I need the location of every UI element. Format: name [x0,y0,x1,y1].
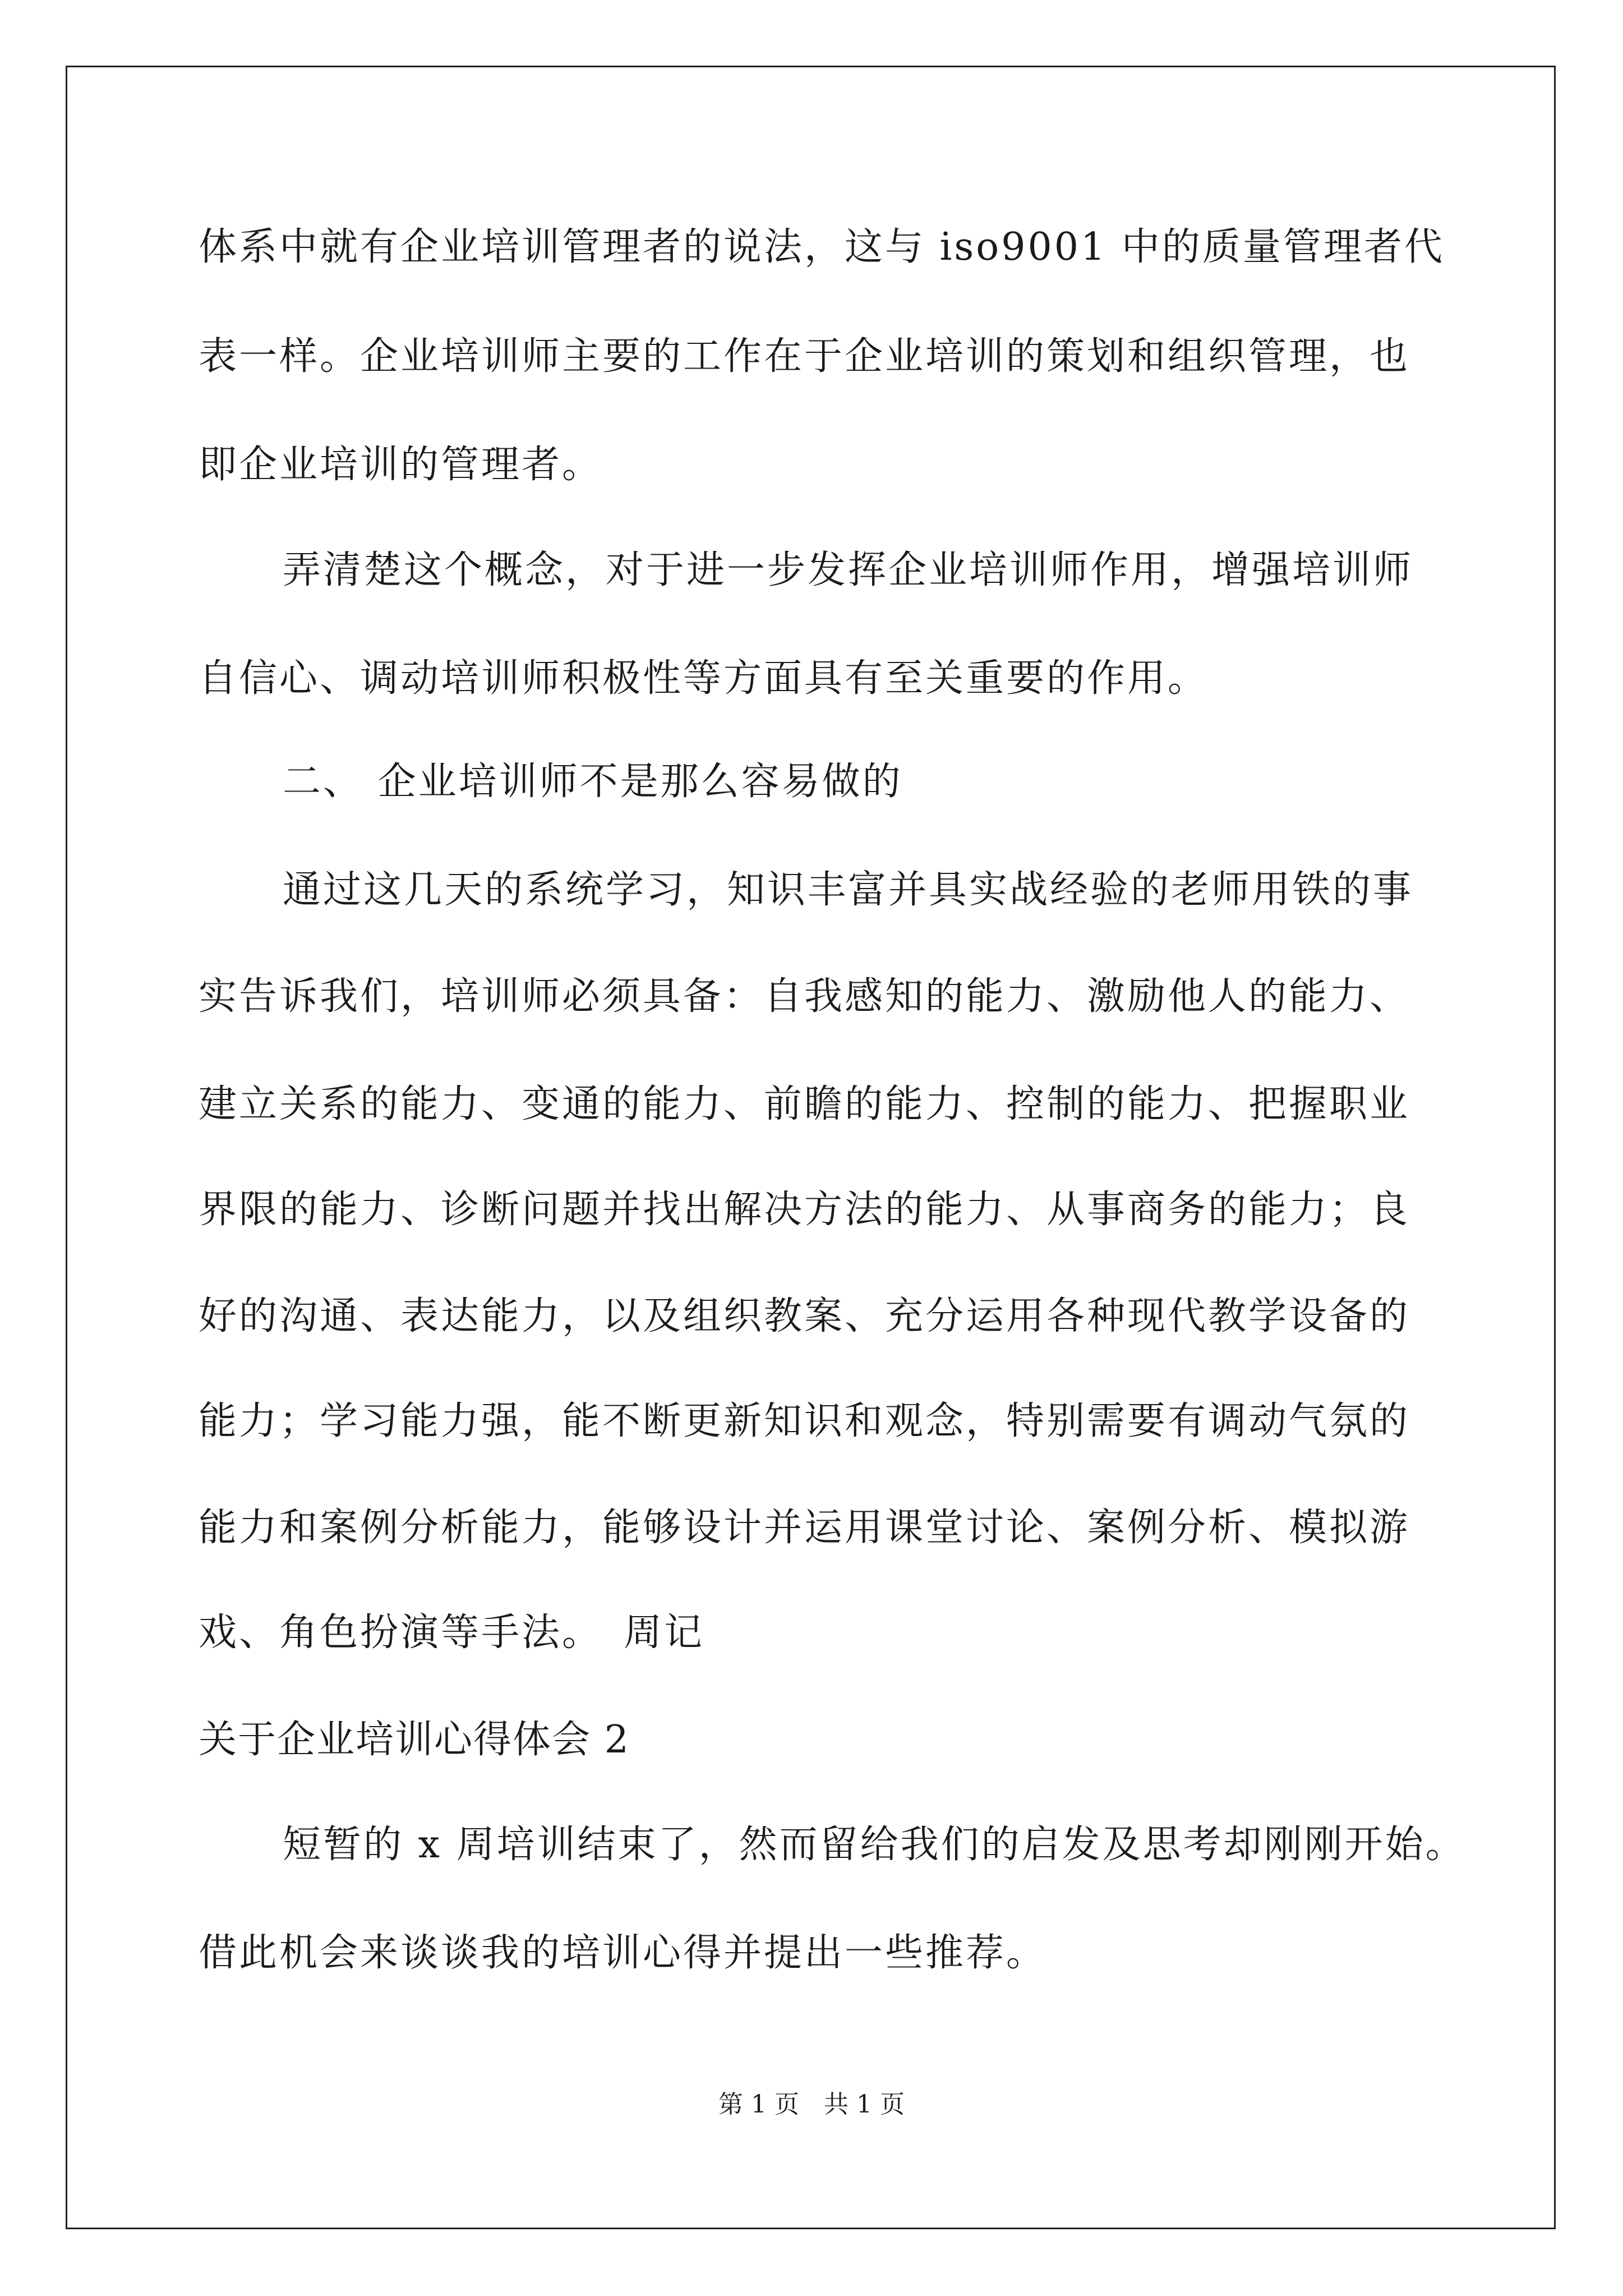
page-footer: 第 1 页 共 1 页 [718,2090,905,2119]
body-line: 建立关系的能力、变通的能力、前瞻的能力、控制的能力、把握职业 [199,1082,1410,1126]
page-border [66,66,1556,2229]
body-line: 体系中就有企业培训管理者的说法，这与 iso9001 中的质量管理者代 [199,225,1445,269]
body-line: 戏、角色扮演等手法。 周记 [199,1611,705,1655]
body-line: 界限的能力、诊断问题并找出解决方法的能力、从事商务的能力；良 [199,1188,1410,1232]
body-line: 借此机会来谈谈我的培训心得并提出一些推荐。 [199,1931,1047,1975]
body-line: 能力；学习能力强，能不断更新知识和观念，特别需要有调动气氛的 [199,1399,1410,1443]
body-line: 自信心、调动培训师积极性等方面具有至关重要的作用。 [199,656,1209,701]
section-heading: 二、 企业培训师不是那么容易做的 [283,760,903,804]
body-line: 表一样。企业培训师主要的工作在于企业培训的策划和组织管理，也 [199,334,1410,379]
paragraph-first-line: 通过这几天的系统学习，知识丰富并具实战经验的老师用铁的事 [283,868,1414,912]
paragraph-first-line: 短暂的 x 周培训结束了，然而留给我们的启发及思考却刚刚开始。 [283,1823,1466,1867]
article-title: 关于企业培训心得体会 2 [199,1718,630,1762]
body-line: 能力和案例分析能力，能够设计并运用课堂讨论、案例分析、模拟游 [199,1506,1410,1550]
body-line: 实告诉我们，培训师必须具备：自我感知的能力、激励他人的能力、 [199,974,1410,1019]
paragraph-first-line: 弄清楚这个概念，对于进一步发挥企业培训师作用，增强培训师 [283,548,1414,592]
body-line: 即企业培训的管理者。 [199,443,603,487]
body-line: 好的沟通、表达能力，以及组织教案、充分运用各种现代教学设备的 [199,1294,1410,1338]
